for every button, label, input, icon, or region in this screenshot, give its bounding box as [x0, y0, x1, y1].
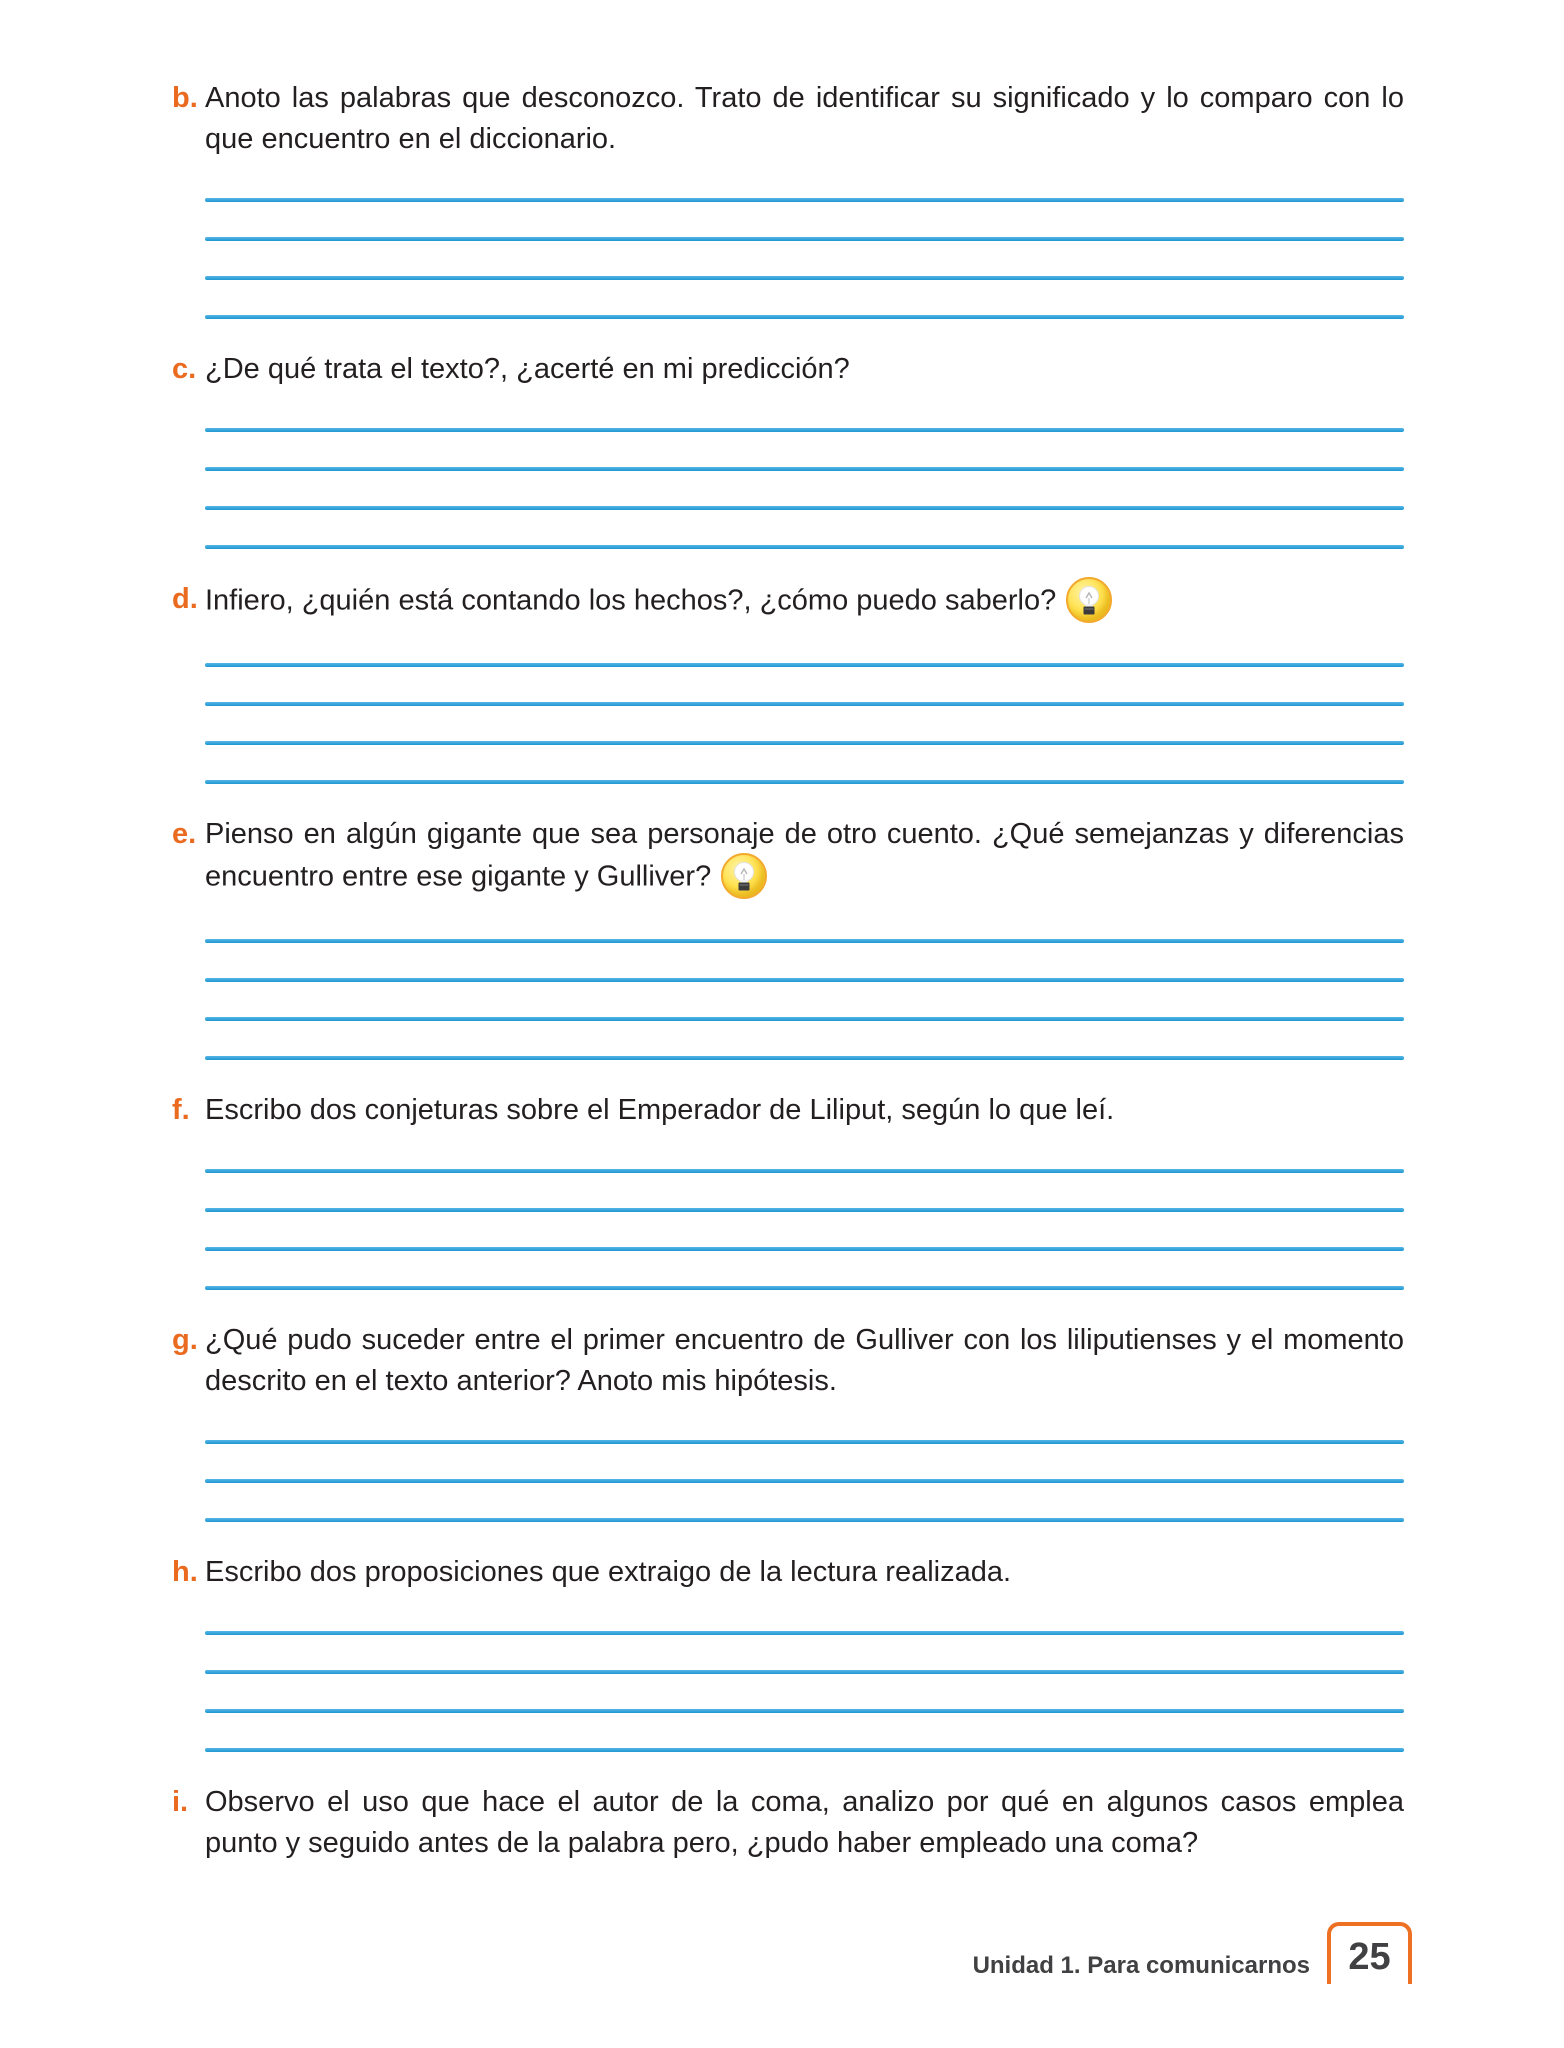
hint-lightbulb-icon	[721, 853, 767, 899]
answer-line	[205, 276, 1404, 280]
page-number: 25	[1348, 1935, 1391, 1978]
item-letter: f.	[172, 1094, 190, 1126]
activity-item-i	[172, 1782, 1404, 1864]
answer-line	[205, 1247, 1404, 1251]
answer-lines-group	[205, 939, 1404, 1060]
answer-lines-group	[205, 428, 1404, 549]
answer-line	[205, 1479, 1404, 1483]
answer-line	[205, 1748, 1404, 1752]
answer-lines-group	[205, 1440, 1404, 1522]
activity-item-c	[172, 349, 1404, 390]
hint-lightbulb-icon	[1066, 577, 1112, 623]
answer-lines-group	[205, 1169, 1404, 1290]
answer-line	[205, 1518, 1404, 1522]
item-letter: d.	[172, 583, 198, 615]
answer-lines-group	[205, 1631, 1404, 1752]
page-number-box	[1327, 1922, 1412, 1984]
answer-line	[205, 1440, 1404, 1444]
activity-item-h	[172, 1552, 1404, 1593]
activity-item-e	[172, 814, 1404, 901]
answer-line	[205, 1169, 1404, 1173]
activity-item-g	[172, 1320, 1404, 1402]
item-prompt: Infiero, ¿quién está contando los hechos?, ¿cómo puedo saberlo?	[205, 579, 1404, 625]
answer-line	[205, 1056, 1404, 1060]
answer-line	[205, 428, 1404, 432]
answer-line	[205, 467, 1404, 471]
item-letter: h.	[172, 1556, 198, 1588]
answer-line	[205, 506, 1404, 510]
item-prompt: ¿De qué trata el texto?, ¿acerté en mi predicción?	[205, 353, 850, 385]
item-letter: e.	[172, 818, 197, 850]
breadcrumb: Unidad 1. Para comunicarnos	[972, 1952, 1310, 1979]
item-letter: g.	[172, 1324, 198, 1356]
answer-line	[205, 741, 1404, 745]
answer-line	[205, 545, 1404, 549]
answer-line	[205, 1670, 1404, 1674]
item-prompt: Anoto las palabras que desconozco. Trato de identificar su significado y lo comparo con lo que encuentro en el diccionario.	[205, 82, 1404, 155]
item-prompt: Escribo dos conjeturas sobre el Emperador de Liliput, según lo que leí.	[205, 1094, 1115, 1126]
answer-line	[205, 1208, 1404, 1212]
activity-item-d	[172, 579, 1404, 625]
answer-line	[205, 315, 1404, 319]
answer-line	[205, 939, 1404, 943]
answer-line	[205, 1017, 1404, 1021]
item-prompt: Observo el uso que hace el autor de la coma, analizo por qué en algunos casos emplea punto y seguido antes de la palabra pero, ¿pudo haber empleado una coma?	[205, 1786, 1404, 1859]
answer-line	[205, 702, 1404, 706]
item-letter: b.	[172, 82, 198, 114]
answer-line	[205, 1709, 1404, 1713]
answer-lines-group	[205, 198, 1404, 319]
activity-item-f	[172, 1090, 1404, 1131]
answer-line	[205, 780, 1404, 784]
activity-item-b	[172, 78, 1404, 160]
answer-lines-group	[205, 663, 1404, 784]
activity-list	[172, 78, 1404, 1864]
answer-line	[205, 1631, 1404, 1635]
item-prompt: Pienso en algún gigante que sea personaje de otro cuento. ¿Qué semejanzas y diferencias encuentro entre ese gigante y Gulliver?	[205, 814, 1404, 901]
answer-line	[205, 978, 1404, 982]
item-prompt: Escribo dos proposiciones que extraigo de la lectura realizada.	[205, 1556, 1012, 1588]
answer-line	[205, 198, 1404, 202]
item-letter: i.	[172, 1786, 189, 1818]
answer-line	[205, 237, 1404, 241]
answer-line	[205, 663, 1404, 667]
item-letter: c.	[172, 353, 197, 385]
answer-line	[205, 1286, 1404, 1290]
item-prompt: ¿Qué pudo suceder entre el primer encuentro de Gulliver con los liliputienses y el momento descrito en el texto anterior? Anoto mis hipótesis.	[205, 1324, 1404, 1397]
